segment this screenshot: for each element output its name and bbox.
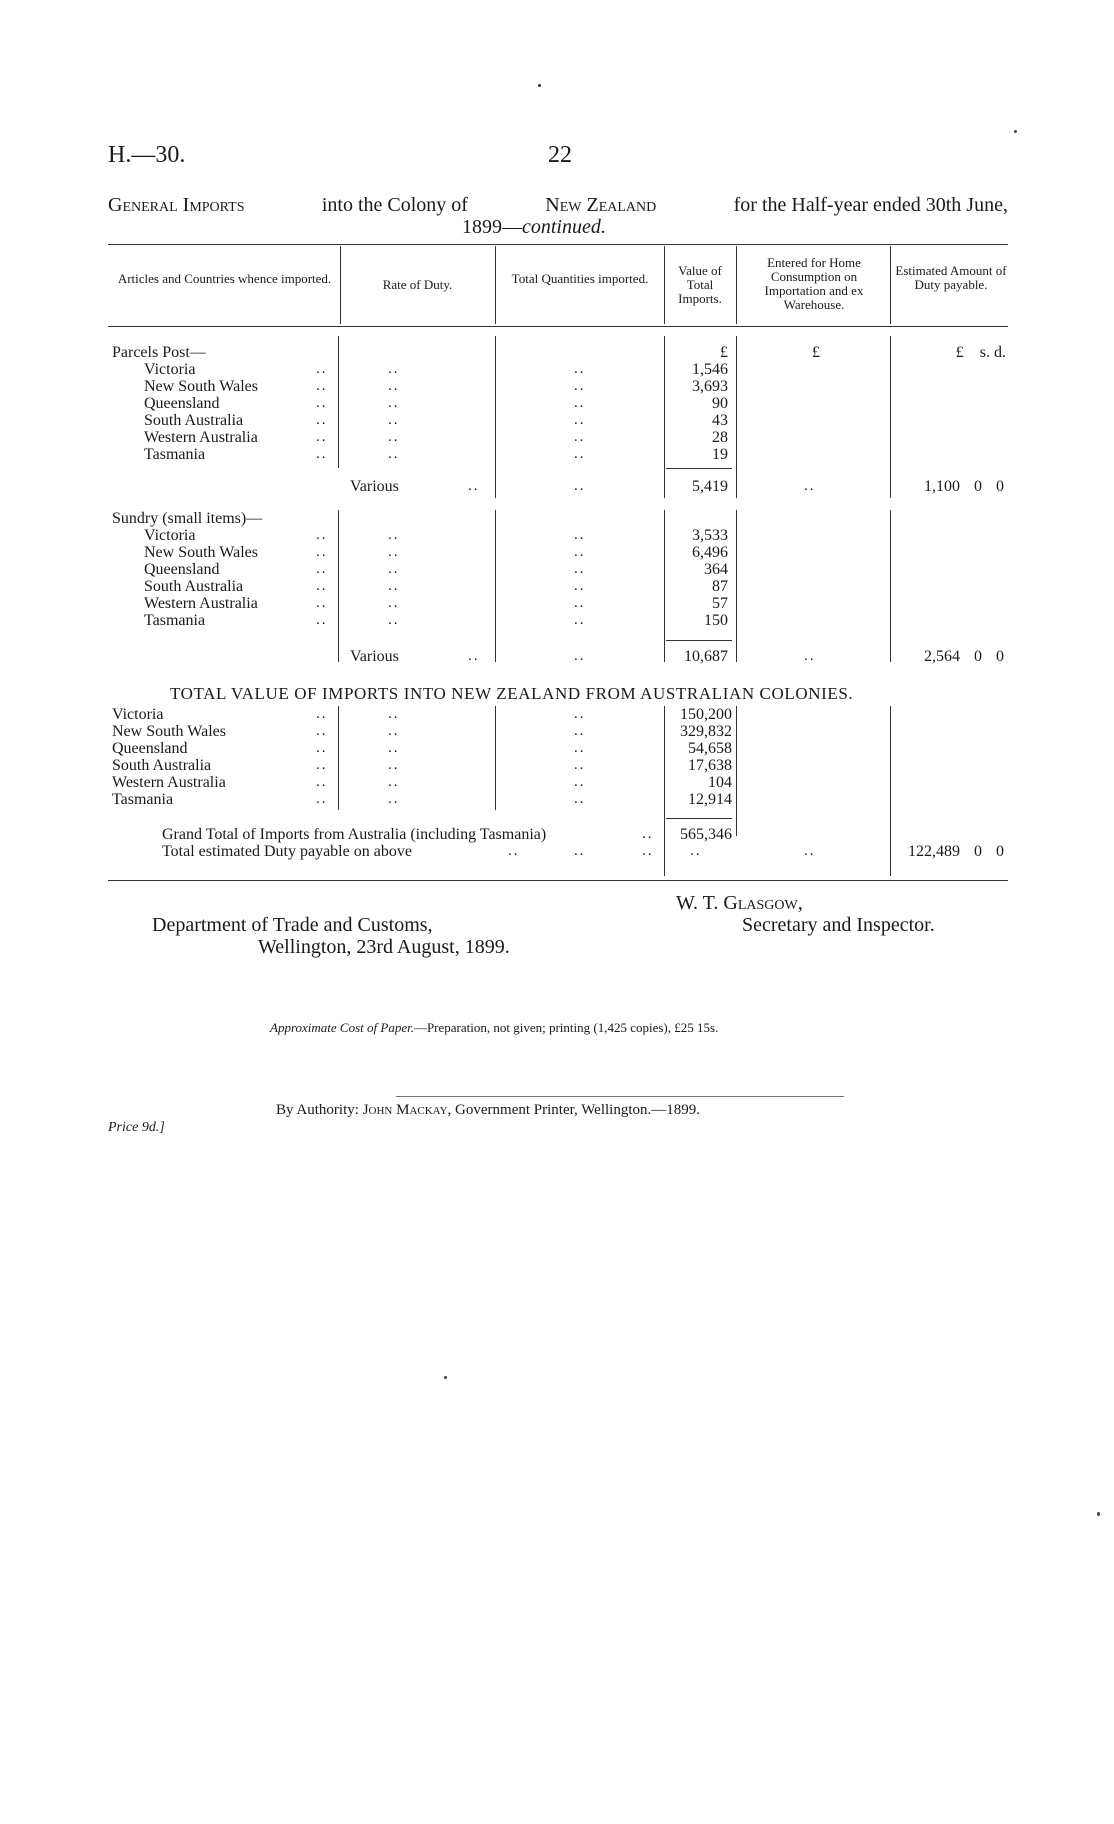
col-header-quantities: Total Quantities imported. bbox=[511, 271, 649, 286]
dots: .. bbox=[388, 412, 400, 428]
row-value: 150,200 bbox=[680, 706, 732, 723]
dots: .. bbox=[316, 378, 328, 394]
dots: .. bbox=[574, 395, 586, 411]
dots: .. bbox=[574, 843, 586, 859]
col-divider bbox=[890, 336, 891, 498]
col-divider bbox=[890, 706, 891, 876]
page-number: 22 bbox=[548, 142, 572, 168]
dots: .. bbox=[388, 446, 400, 462]
row-country-name: Western Australia bbox=[144, 595, 258, 612]
dots: .. bbox=[388, 561, 400, 577]
col-divider bbox=[890, 510, 891, 662]
total-duty-d: 0 bbox=[996, 843, 1004, 860]
title-part-a: General Imports bbox=[108, 194, 245, 216]
subtotal-rule bbox=[666, 640, 732, 641]
col-divider bbox=[495, 246, 496, 324]
dots: .. bbox=[316, 561, 328, 577]
price-text: Price 9d.] bbox=[108, 1120, 165, 1135]
dots: .. bbox=[804, 478, 816, 494]
row-country-name: Queensland bbox=[144, 561, 220, 578]
dots: .. bbox=[804, 648, 816, 664]
dots: .. bbox=[316, 791, 328, 807]
speck bbox=[1014, 130, 1017, 133]
speck bbox=[1097, 1512, 1100, 1516]
subtotal-rule bbox=[666, 818, 732, 819]
dots: .. bbox=[574, 561, 586, 577]
col-header-articles: Articles and Countries whence imported. bbox=[117, 271, 332, 286]
parcels-duty-s: 0 bbox=[974, 478, 982, 495]
col-divider bbox=[736, 706, 737, 836]
speck bbox=[444, 1376, 447, 1379]
dots: .. bbox=[316, 774, 328, 790]
row-country-name: Western Australia bbox=[112, 774, 226, 791]
grand-total-label: Grand Total of Imports from Australia (including Tasmania) bbox=[162, 826, 547, 843]
dots: .. bbox=[690, 843, 702, 859]
dots: .. bbox=[316, 723, 328, 739]
dots: .. bbox=[388, 774, 400, 790]
row-value: 104 bbox=[708, 774, 732, 791]
row-value: 3,533 bbox=[692, 527, 728, 544]
dots: .. bbox=[388, 595, 400, 611]
row-value: 28 bbox=[712, 429, 728, 446]
sundry-duty-amount: 2,564 bbox=[924, 648, 960, 665]
dots: .. bbox=[574, 757, 586, 773]
row-value: 150 bbox=[704, 612, 728, 629]
title-part-d: for the Half-year ended 30th June, bbox=[733, 194, 1008, 216]
col-divider bbox=[664, 246, 665, 324]
unit-entered: £ bbox=[812, 344, 820, 361]
dots: .. bbox=[388, 723, 400, 739]
dots: .. bbox=[316, 612, 328, 628]
row-country-name: New South Wales bbox=[112, 723, 226, 740]
row-country-name: South Australia bbox=[144, 578, 244, 595]
dots: .. bbox=[316, 544, 328, 560]
title-part-c: New Zealand bbox=[545, 194, 657, 216]
authority-rule bbox=[396, 1096, 844, 1097]
dots: .. bbox=[316, 361, 328, 377]
price bbox=[108, 1120, 165, 1136]
dots: .. bbox=[388, 361, 400, 377]
col-divider bbox=[664, 336, 665, 498]
dots: .. bbox=[316, 527, 328, 543]
row-country-name: Tasmania bbox=[144, 612, 206, 629]
place-date: Wellington, 23rd August, 1899. bbox=[258, 936, 510, 958]
printer-name: John Mackay, bbox=[362, 1102, 452, 1118]
row-value: 17,638 bbox=[688, 757, 732, 774]
row-value: 364 bbox=[704, 561, 728, 578]
dots: .. bbox=[574, 361, 586, 377]
parcels-rate: Various bbox=[350, 478, 399, 495]
unit-value: £ bbox=[720, 344, 728, 361]
row-value: 90 bbox=[712, 395, 728, 412]
dots: .. bbox=[574, 412, 586, 428]
dots: .. bbox=[642, 826, 654, 842]
table-title bbox=[108, 194, 1008, 217]
col-divider bbox=[736, 336, 737, 498]
col-divider bbox=[338, 706, 339, 810]
row-country-name: South Australia bbox=[144, 412, 244, 429]
dots: .. bbox=[574, 774, 586, 790]
sundry-total-value: 10,687 bbox=[684, 648, 728, 665]
row-country-name: Victoria bbox=[144, 527, 196, 544]
dots: .. bbox=[316, 446, 328, 462]
dots: .. bbox=[468, 478, 480, 494]
dots: .. bbox=[316, 429, 328, 445]
row-value: 87 bbox=[712, 578, 728, 595]
row-value: 3,693 bbox=[692, 378, 728, 395]
col-header-rate: Rate of Duty. bbox=[382, 277, 453, 292]
dots: .. bbox=[316, 757, 328, 773]
sig-name-text: W. T. Glasgow, bbox=[676, 892, 803, 914]
dots: .. bbox=[388, 791, 400, 807]
speck bbox=[538, 84, 541, 87]
parcels-total-value: 5,419 bbox=[692, 478, 728, 495]
dots: .. bbox=[316, 740, 328, 756]
unit-estimated: £ s. d. bbox=[955, 344, 1006, 361]
dots: .. bbox=[574, 791, 586, 807]
dots: .. bbox=[388, 578, 400, 594]
row-country-name: Tasmania bbox=[112, 791, 174, 808]
row-value: 12,914 bbox=[688, 791, 732, 808]
row-value: 54,658 bbox=[688, 740, 732, 757]
dots: .. bbox=[642, 843, 654, 859]
dots: .. bbox=[316, 706, 328, 722]
col-divider bbox=[664, 510, 665, 662]
dots: .. bbox=[388, 395, 400, 411]
grand-total-value: 565,346 bbox=[680, 826, 732, 843]
row-value: 57 bbox=[712, 595, 728, 612]
col-divider bbox=[890, 246, 891, 324]
dots: .. bbox=[508, 843, 520, 859]
col-header-estimated: Estimated Amount of Duty payable. bbox=[895, 263, 1007, 292]
dots: .. bbox=[804, 843, 816, 859]
col-divider bbox=[338, 336, 339, 468]
table-top-rule bbox=[108, 244, 1008, 245]
dots: .. bbox=[574, 648, 586, 664]
dots: .. bbox=[574, 478, 586, 494]
dots: .. bbox=[316, 395, 328, 411]
row-country-name: Queensland bbox=[144, 395, 220, 412]
dots: .. bbox=[574, 578, 586, 594]
sundry-duty-s: 0 bbox=[974, 648, 982, 665]
dots: .. bbox=[574, 527, 586, 543]
subtotal-rule bbox=[666, 468, 732, 469]
dots: .. bbox=[574, 740, 586, 756]
col-divider bbox=[736, 510, 737, 662]
row-country-name: New South Wales bbox=[144, 544, 258, 561]
authority-line bbox=[276, 1102, 700, 1119]
dots: .. bbox=[574, 544, 586, 560]
col-divider bbox=[495, 510, 496, 662]
dots: .. bbox=[316, 595, 328, 611]
dots: .. bbox=[388, 378, 400, 394]
dots: .. bbox=[388, 527, 400, 543]
col-header-value: Value of Total Imports. bbox=[678, 263, 722, 306]
row-country-name: Victoria bbox=[144, 361, 196, 378]
sundry-rate: Various bbox=[350, 648, 399, 665]
sig-name bbox=[676, 892, 803, 915]
parcels-duty-d: 0 bbox=[996, 478, 1004, 495]
row-country-name: South Australia bbox=[112, 757, 212, 774]
row-value: 19 bbox=[712, 446, 728, 463]
header-bottom-rule bbox=[108, 326, 1008, 327]
authority-label: By Authority: bbox=[276, 1102, 359, 1118]
sig-title: Secretary and Inspector. bbox=[742, 914, 935, 936]
dept-name: Department of Trade and Customs, bbox=[152, 914, 433, 936]
total-duty-s: 0 bbox=[974, 843, 982, 860]
table-bottom-rule bbox=[108, 880, 1008, 881]
title-part-b: into the Colony of bbox=[321, 194, 468, 216]
section-heading-parcels: Parcels Post— bbox=[112, 344, 206, 361]
total-duty-amount: 122,489 bbox=[908, 843, 960, 860]
dots: .. bbox=[388, 429, 400, 445]
row-country-name: Tasmania bbox=[144, 446, 206, 463]
dots: .. bbox=[574, 723, 586, 739]
title-continued: continued. bbox=[522, 216, 606, 238]
dots: .. bbox=[388, 544, 400, 560]
dots: .. bbox=[574, 706, 586, 722]
dots: .. bbox=[574, 378, 586, 394]
dots: .. bbox=[468, 648, 480, 664]
printer-rest: Government Printer, Wellington.—1899. bbox=[455, 1102, 701, 1118]
total-duty-label: Total estimated Duty payable on above bbox=[162, 843, 412, 860]
section-heading-sundry: Sundry (small items)— bbox=[112, 510, 263, 527]
cost-label: Approximate Cost of Paper. bbox=[270, 1020, 414, 1035]
dots: .. bbox=[574, 612, 586, 628]
col-divider bbox=[664, 706, 665, 876]
cost-text: —Preparation, not given; printing (1,425 copies), £25 15s. bbox=[413, 1020, 719, 1035]
col-divider bbox=[338, 510, 339, 662]
dots: .. bbox=[574, 595, 586, 611]
row-country-name: Victoria bbox=[112, 706, 164, 723]
row-country-name: Queensland bbox=[112, 740, 188, 757]
row-value: 43 bbox=[712, 412, 728, 429]
row-value: 329,832 bbox=[680, 723, 732, 740]
dots: .. bbox=[316, 578, 328, 594]
row-country-name: New South Wales bbox=[144, 378, 258, 395]
dots: .. bbox=[316, 412, 328, 428]
dots: .. bbox=[388, 706, 400, 722]
parcels-duty-amount: 1,100 bbox=[924, 478, 960, 495]
col-divider bbox=[495, 336, 496, 498]
cost-note bbox=[270, 1020, 718, 1036]
totals-heading: TOTAL VALUE OF IMPORTS INTO NEW ZEALAND FROM AUSTRALIAN COLONIES. bbox=[170, 684, 854, 703]
col-divider bbox=[736, 246, 737, 324]
title-year: 1899— bbox=[462, 216, 522, 238]
sundry-duty-d: 0 bbox=[996, 648, 1004, 665]
col-header-entered: Entered for Home Consumption on Importation and ex Warehouse. bbox=[764, 255, 864, 312]
dots: .. bbox=[574, 446, 586, 462]
row-country-name: Western Australia bbox=[144, 429, 258, 446]
dots: .. bbox=[574, 429, 586, 445]
page-ref: H.—30. bbox=[108, 142, 186, 168]
row-value: 6,496 bbox=[692, 544, 728, 561]
col-divider bbox=[340, 246, 341, 324]
row-value: 1,546 bbox=[692, 361, 728, 378]
dots: .. bbox=[388, 612, 400, 628]
col-divider bbox=[495, 706, 496, 810]
dots: .. bbox=[388, 757, 400, 773]
title-line2 bbox=[462, 216, 606, 239]
dots: .. bbox=[388, 740, 400, 756]
